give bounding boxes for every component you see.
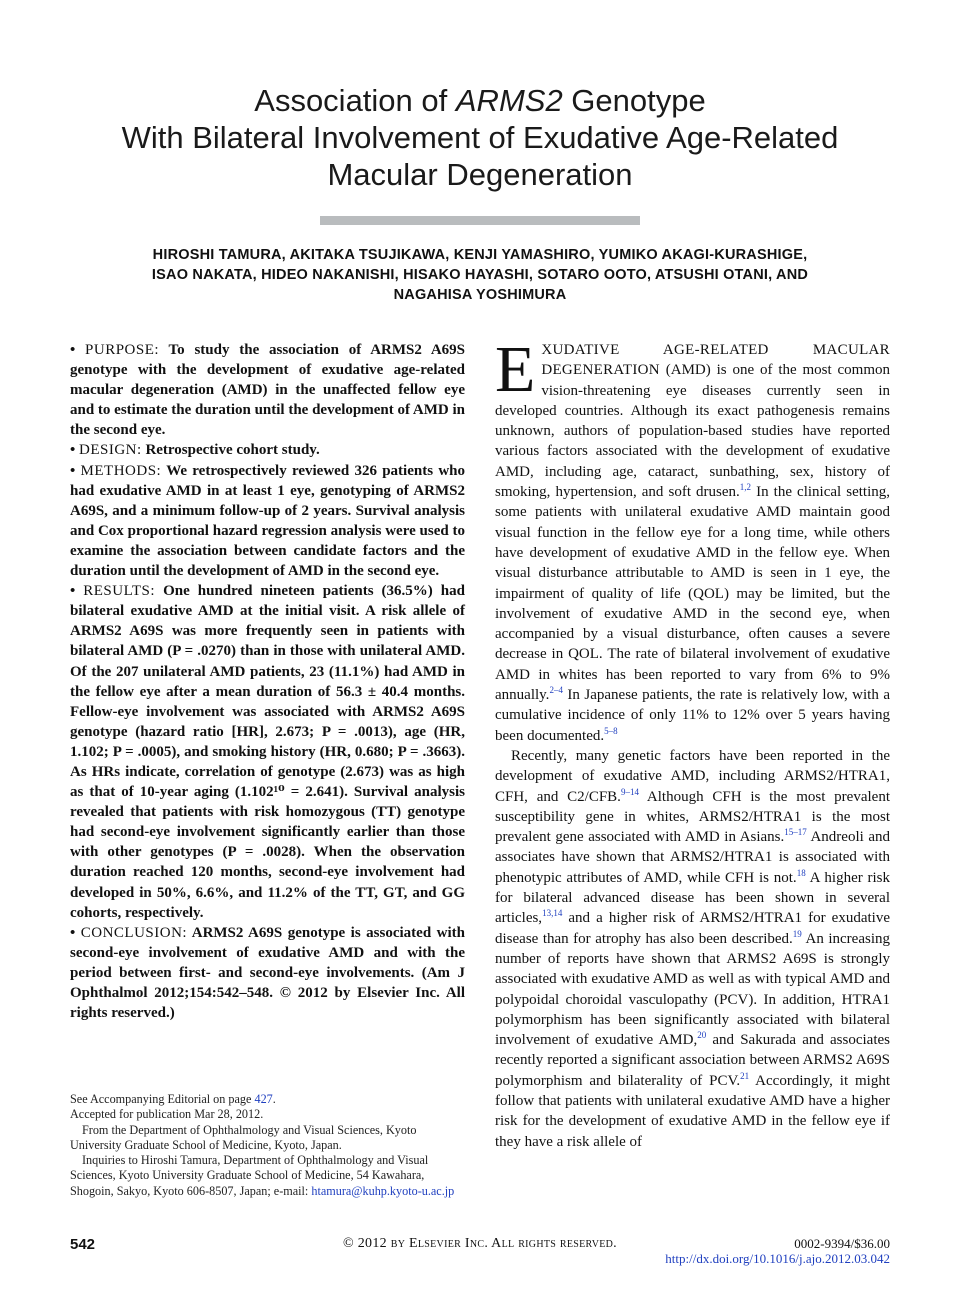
design-label: DESIGN: [79,442,142,459]
footnote-inquiries: Inquiries to Hiroshi Tamura, Department of Ophthalmology and Visual Sciences, Kyoto University Graduate School of Medicine, 54 Kawahara, Shogoin, Sakyo, Kyoto 606-8507, Japan; e-mail: htamura@kuhp.kyoto-u.ac.jp [70,1153,455,1198]
editorial-page-link[interactable]: 427 [254,1092,273,1106]
reference-link[interactable]: 9–14 [620,786,639,797]
abstract [70,340,465,1023]
methods-label: METHODS: [80,462,162,479]
purpose-text: To study the association of ARMS2 A69S genotype with the development of exudative age-related macular degeneration (AMD) in the unaffected fellow eye and to estimate the duration until the development of AMD in the second eye. [70,342,465,439]
reference-link[interactable]: 2–4 [549,685,563,696]
abstract-design: • DESIGN: Retrospective cohort study. [70,442,320,459]
title-divider [320,216,640,225]
body-text [495,333,891,1152]
opening-smallcaps: XUDATIVE AGE-RELATED MACULAR DEGENERATION [541,342,890,379]
design-text: Retrospective cohort study. [141,442,320,459]
reference-link[interactable]: 15–17 [784,827,807,838]
authors-line-2: ISAO NAKATA, HIDEO NAKANISHI, HISAKO HAYASHI, SOTARO OOTO, ATSUSHI OTANI, AND [151,267,809,283]
footnote-affiliation: From the Department of Ophthalmology and Visual Sciences, Kyoto University Graduate School of Medicine, Kyoto, Japan. [70,1122,417,1152]
title-line-3: Macular Degeneration [327,157,633,192]
results-text: One hundred nineteen patients (36.5%) had bilateral exudative AMD at the initial visit. A risk allele of ARMS2 A69S was more frequently seen in patients with bilateral AMD (P = .0270) than in those with unilateral AMD. Of the 207 unilateral AMD patients, 23 (11.1%) had AMD in the fellow eye after a mean duration of 56.3 ± 40.4 months. Fellow-eye involvement was associated with ARMS2 A69S genotype (hazard ratio [HR], 2.673; P = .0013), age (HR, 1.102; P = .0005), and smoking history (HR, 0.680; P = .3663). As HRs indicate, correlation of genotype (2.673) was as high as that of 10-year aging (1.102¹⁰ = 2.641). Survival analysis revealed that patients with risk homozygous (TT) genotype had second-eye involvement significantly earlier than those with other genotypes (P = .0028). When the observation duration reached 120 months, second-eye involvement had developed in 50%, 6.6%, and 11.2% of the TT, GT, and GG cohorts, respectively. [70,583,465,921]
title-line-2: With Bilateral Involvement of Exudative Age-Related [121,120,839,155]
authors-line-1: HIROSHI TAMURA, AKITAKA TSUJIKAWA, KENJI YAMASHIRO, YUMIKO AKAGI-KURASHIGE, [152,247,808,263]
results-label: RESULTS: [83,583,156,600]
abstract-purpose: • PURPOSE: To study the association of ARMS2 A69S genotype with the development of exudative age-related macular degeneration (AMD) in the unaffected fellow eye and to estimate the duration until the development of AMD in the second eye. [70,342,465,439]
methods-text: We retrospectively reviewed 326 patients who had exudative AMD in at least 1 eye, genotyping of ARMS2 A69S, and a minimum follow-up of 2 years. Survival analysis and Cox proportional hazard regression analysis were used to examine the association between candidate factors and the duration until the development of AMD in the second eye. [70,462,465,580]
abstract-results: • RESULTS: One hundred nineteen patients (36.5%) had bilateral exudative AMD at the initial visit. A risk allele of ARMS2 A69S was more frequently seen in patients with bilateral AMD (P = .0270) than in those with unilateral AMD. Of the 207 unilateral AMD patients, 23 (11.1%) had AMD in the fellow eye after a mean duration of 56.3 ± 40.4 months. Fellow-eye involvement was associated with ARMS2 A69S genotype (hazard ratio [HR], 2.673; P = .0013), age (HR, 1.102; P = .0005), and smoking history (HR, 0.680; P = .3663). As HRs indicate, correlation of genotype (2.673) was as high as that of 10-year aging (1.102¹⁰ = 2.641). Survival analysis revealed that patients with risk homozygous (TT) genotype had second-eye involvement significantly earlier than those with other genotypes (P = .0028). When the observation duration reached 120 months, second-eye involvement had developed in 50%, 6.6%, and 11.2% of the TT, GT, and GG cohorts, respectively. [70,583,465,921]
footnote-accepted: Accepted for publication Mar 28, 2012. [70,1107,264,1122]
body-paragraph-1: EXUDATIVE AGE-RELATED MACULAR DEGENERATION (AMD) is one of the most common vision-threatening eye diseases currently seen in developed countries. Although its exact pathogenesis remains unknown, authors of population-based studies have reported various factors associated with the development of exudative AMD, including age, cataract, sunbathing, sex, history of smoking, hypertension, and soft drusen.$^{1,2}$ In the clinical setting, some patients with unilateral exudative AMD maintain good visual function in the fellow eye for a long time, while others have development of exudative AMD in the fellow eye. When visual disturbance attributable to AMD is seen in 1 eye, the impairment of quality of life (QOL) may be limited, but the involvement of exudative AMD in the second eye, when accompanied by a visual disturbance, often causes a severe decrease in QOL. The rate of bilateral involvement of exudative AMD in whites has been reported to vary from 6% to 9% annually.$^{2-4}$ In Japanese patients, the rate is relatively low, with a cumulative incidence of only 11% to 12% over 5 years having been documented.$^{5-8}$ [495,333,890,744]
footnotes [70,1092,465,1199]
reference-link[interactable]: 20 [697,1030,707,1041]
body-paragraph-2: Recently, many genetic factors have been reported in the development of exudative AMD, including ARMS2/HTRA1, CFH, and C2/CFB.$^{9-14}$ Although CFH is the most prevalent susceptibility gene in whites, ARMS2/HTRA1 is the most prevalent gene associated with AMD in Asians.$^{15-17}$ Andreoli and associates have shown that ARMS2/HTRA1 is associated with phenotypic attributes of AMD, while CFH is not.$^{18}$ A higher risk for bilateral advanced disease has been shown in several articles,$^{13,14}$ and a higher risk of ARMS2/HTRA1 for exudative disease than for atrophy has also been described.$^{19}$ An increasing number of reports have shown that ARMS2 A69S is strongly associated with exudative AMD as well as with typical AMD and polypoidal choroidal vasculopathy (PCV). In addition, HTRA1 polymorphism has been significantly associated with bilateral involvement of exudative AMD,$^{20}$ and Sakurada and associates recently reported a significant association between ARMS2 A69S polymorphism and bilaterality of PCV.$^{21}$ Accordingly, it might follow that patients with unilateral exudative AMD have a higher risk for the development of exudative AMD in the fellow eye if they have a risk allele of [495,747,891,1150]
author-list [60,245,900,305]
abstract-methods: • METHODS: We retrospectively reviewed 326 patients who had exudative AMD in at least 1 eye, genotyping of ARMS2 A69S, and a minimum follow-up of 2 years. Survival analysis and Cox proportional hazard regression analysis were used to examine the association between candidate factors and the duration until the development of AMD in the second eye. [70,462,465,580]
title-gene-name: ARMS2 [455,83,563,118]
article-title [60,82,900,193]
page-number: 542 [70,1236,96,1253]
purpose-label: PURPOSE: [85,342,160,358]
issn-price: 0002-9394/$36.00 [794,1236,890,1251]
drop-cap: E [495,333,536,406]
footer-identifiers [665,1236,890,1266]
doi-link[interactable]: http://dx.doi.org/10.1016/j.ajo.2012.03.042 [665,1251,890,1266]
reference-link[interactable]: 21 [740,1070,750,1081]
abstract-conclusion: • CONCLUSION: ARMS2 A69S genotype is associated with second-eye involvement of exudative AMD and with the period between first- and second-eye involvements. (Am J Ophthalmol 2012;154:542–548. © 2012 by Elsevier Inc. All rights reserved.) [70,924,465,1022]
conclusion-label: CONCLUSION: [80,924,188,941]
reference-link[interactable]: 13,14 [542,908,563,919]
email-link[interactable]: htamura@kuhp.kyoto-u.ac.jp [311,1183,455,1198]
authors-line-3: NAGAHISA YOSHIMURA [393,287,567,303]
reference-link[interactable]: 19 [792,928,802,939]
reference-link[interactable]: 5–8 [604,725,618,736]
reference-link[interactable]: 18 [796,867,806,878]
footer-copyright: © 2012 by Elsevier Inc. All rights reserved. [343,1236,617,1251]
reference-link[interactable]: 1,2 [739,482,752,493]
conclusion-text: ARMS2 A69S genotype is associated with second-eye involvement of exudative AMD and with the period between first- and second-eye involvements. (Am J Ophthalmol 2012;154:542–548. © 2012 by Elsevier Inc. All rights reserved.) [70,924,465,1022]
title-line-1: Association of ARMS2 Genotype [254,83,706,118]
footnote-editorial: See Accompanying Editorial on page 427. [70,1092,276,1106]
